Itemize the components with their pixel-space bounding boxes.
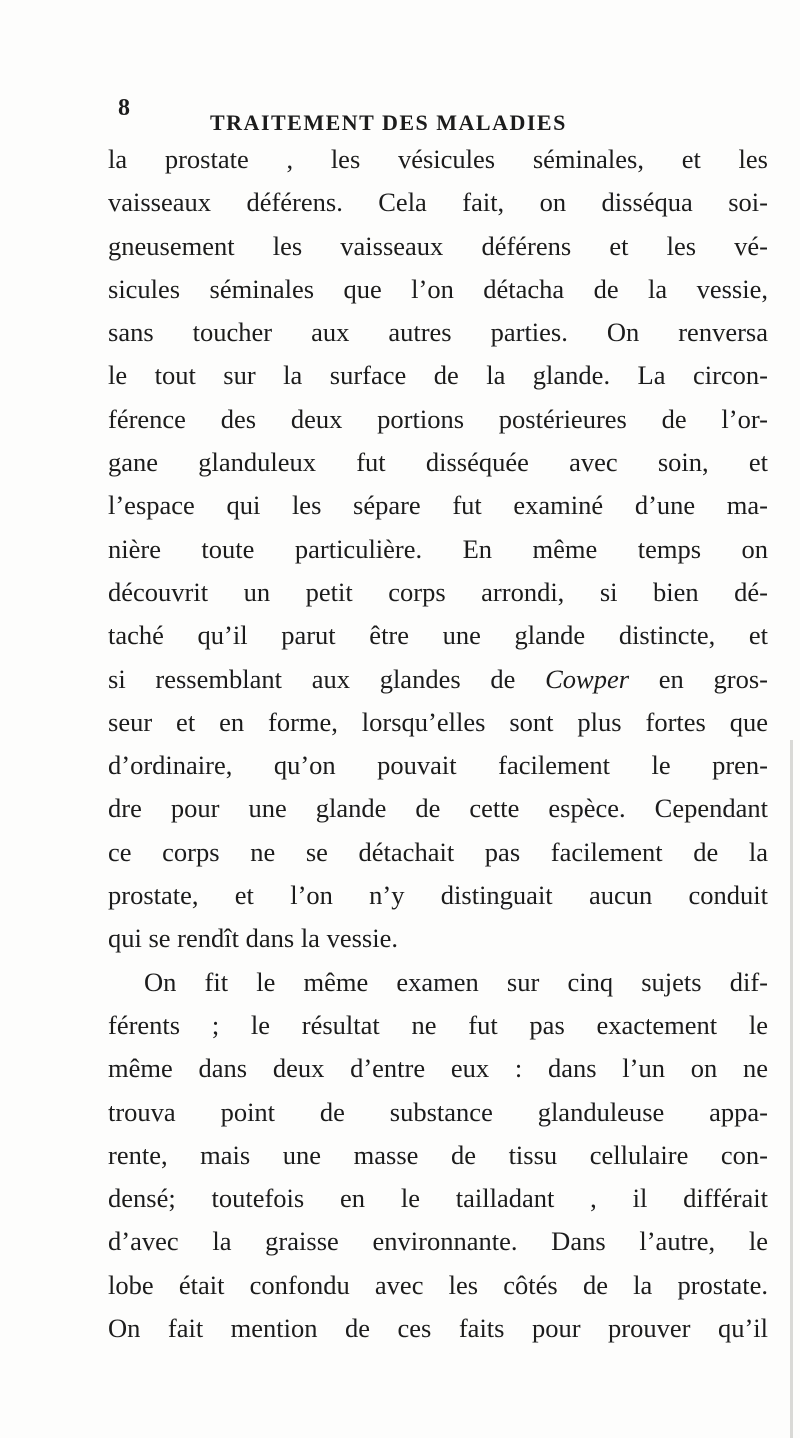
text-line: rente, mais une masse de tissu cellulaire con- [108, 1139, 768, 1170]
text-line: férents ; le résultat ne fut pas exactement le [108, 1009, 768, 1040]
text-line: seur et en forme, lorsqu’elles sont plus fortes que [108, 706, 768, 737]
body-text [108, 138, 768, 1350]
text-segment: en gros- [629, 663, 768, 694]
page-edge-shadow [790, 740, 793, 1438]
text-line: vaisseaux déférens. Cela fait, on disséqua soi- [108, 187, 768, 218]
text-line: densé; toutefois en le tailladant , il différait [108, 1183, 768, 1214]
text-line: dre pour une glande de cette espèce. Cependant [108, 793, 768, 824]
text-line: même dans deux d’entre eux : dans l’un on ne [108, 1053, 768, 1084]
text-line: d’ordinaire, qu’on pouvait facilement le pren- [108, 750, 768, 781]
text-line: le tout sur la surface de la glande. La circon- [108, 360, 768, 391]
text-line: nière toute particulière. En même temps on [108, 533, 768, 564]
text-line-with-italic [108, 658, 768, 701]
page-number: 8 [118, 95, 130, 121]
text-line: sicules séminales que l’on détacha de la vessie, [108, 273, 768, 304]
paragraph-start-line: On fit le même examen sur cinq sujets dif- [144, 966, 768, 997]
text-line: taché qu’il parut être une glande distincte, et [108, 620, 768, 651]
text-line: découvrit un petit corps arrondi, si bien dé- [108, 576, 768, 607]
text-line: d’avec la graisse environnante. Dans l’autre, le [108, 1226, 768, 1257]
text-segment: si ressemblant aux glandes de [108, 663, 546, 694]
running-head: TRAITEMENT DES MALADIES [210, 110, 567, 135]
text-line: prostate, et l’on n’y distinguait aucun conduit [108, 880, 768, 911]
text-line: gneusement les vaisseaux déférens et les vé- [108, 230, 768, 261]
text-line: la prostate , les vésicules séminales, et les [108, 144, 768, 174]
italic-name-cowper: Cowper [545, 663, 630, 694]
text-line: l’espace qui les sépare fut examiné d’une ma- [108, 490, 768, 521]
text-line: gane glanduleux fut disséquée avec soin, et [108, 447, 768, 478]
paragraph-end-line: qui se rendît dans la vessie. [108, 923, 398, 954]
text-line: férence des deux portions postérieures de l’or- [108, 403, 768, 434]
text-line: lobe était confondu avec les côtés de la prostate. [108, 1269, 768, 1300]
text-line: On fait mention de ces faits pour prouver qu’il [108, 1313, 768, 1344]
text-line: trouva point de substance glanduleuse appa- [108, 1096, 768, 1127]
text-line: ce corps ne se détachait pas facilement de la [108, 836, 768, 867]
text-line: sans toucher aux autres parties. On renversa [108, 317, 768, 348]
